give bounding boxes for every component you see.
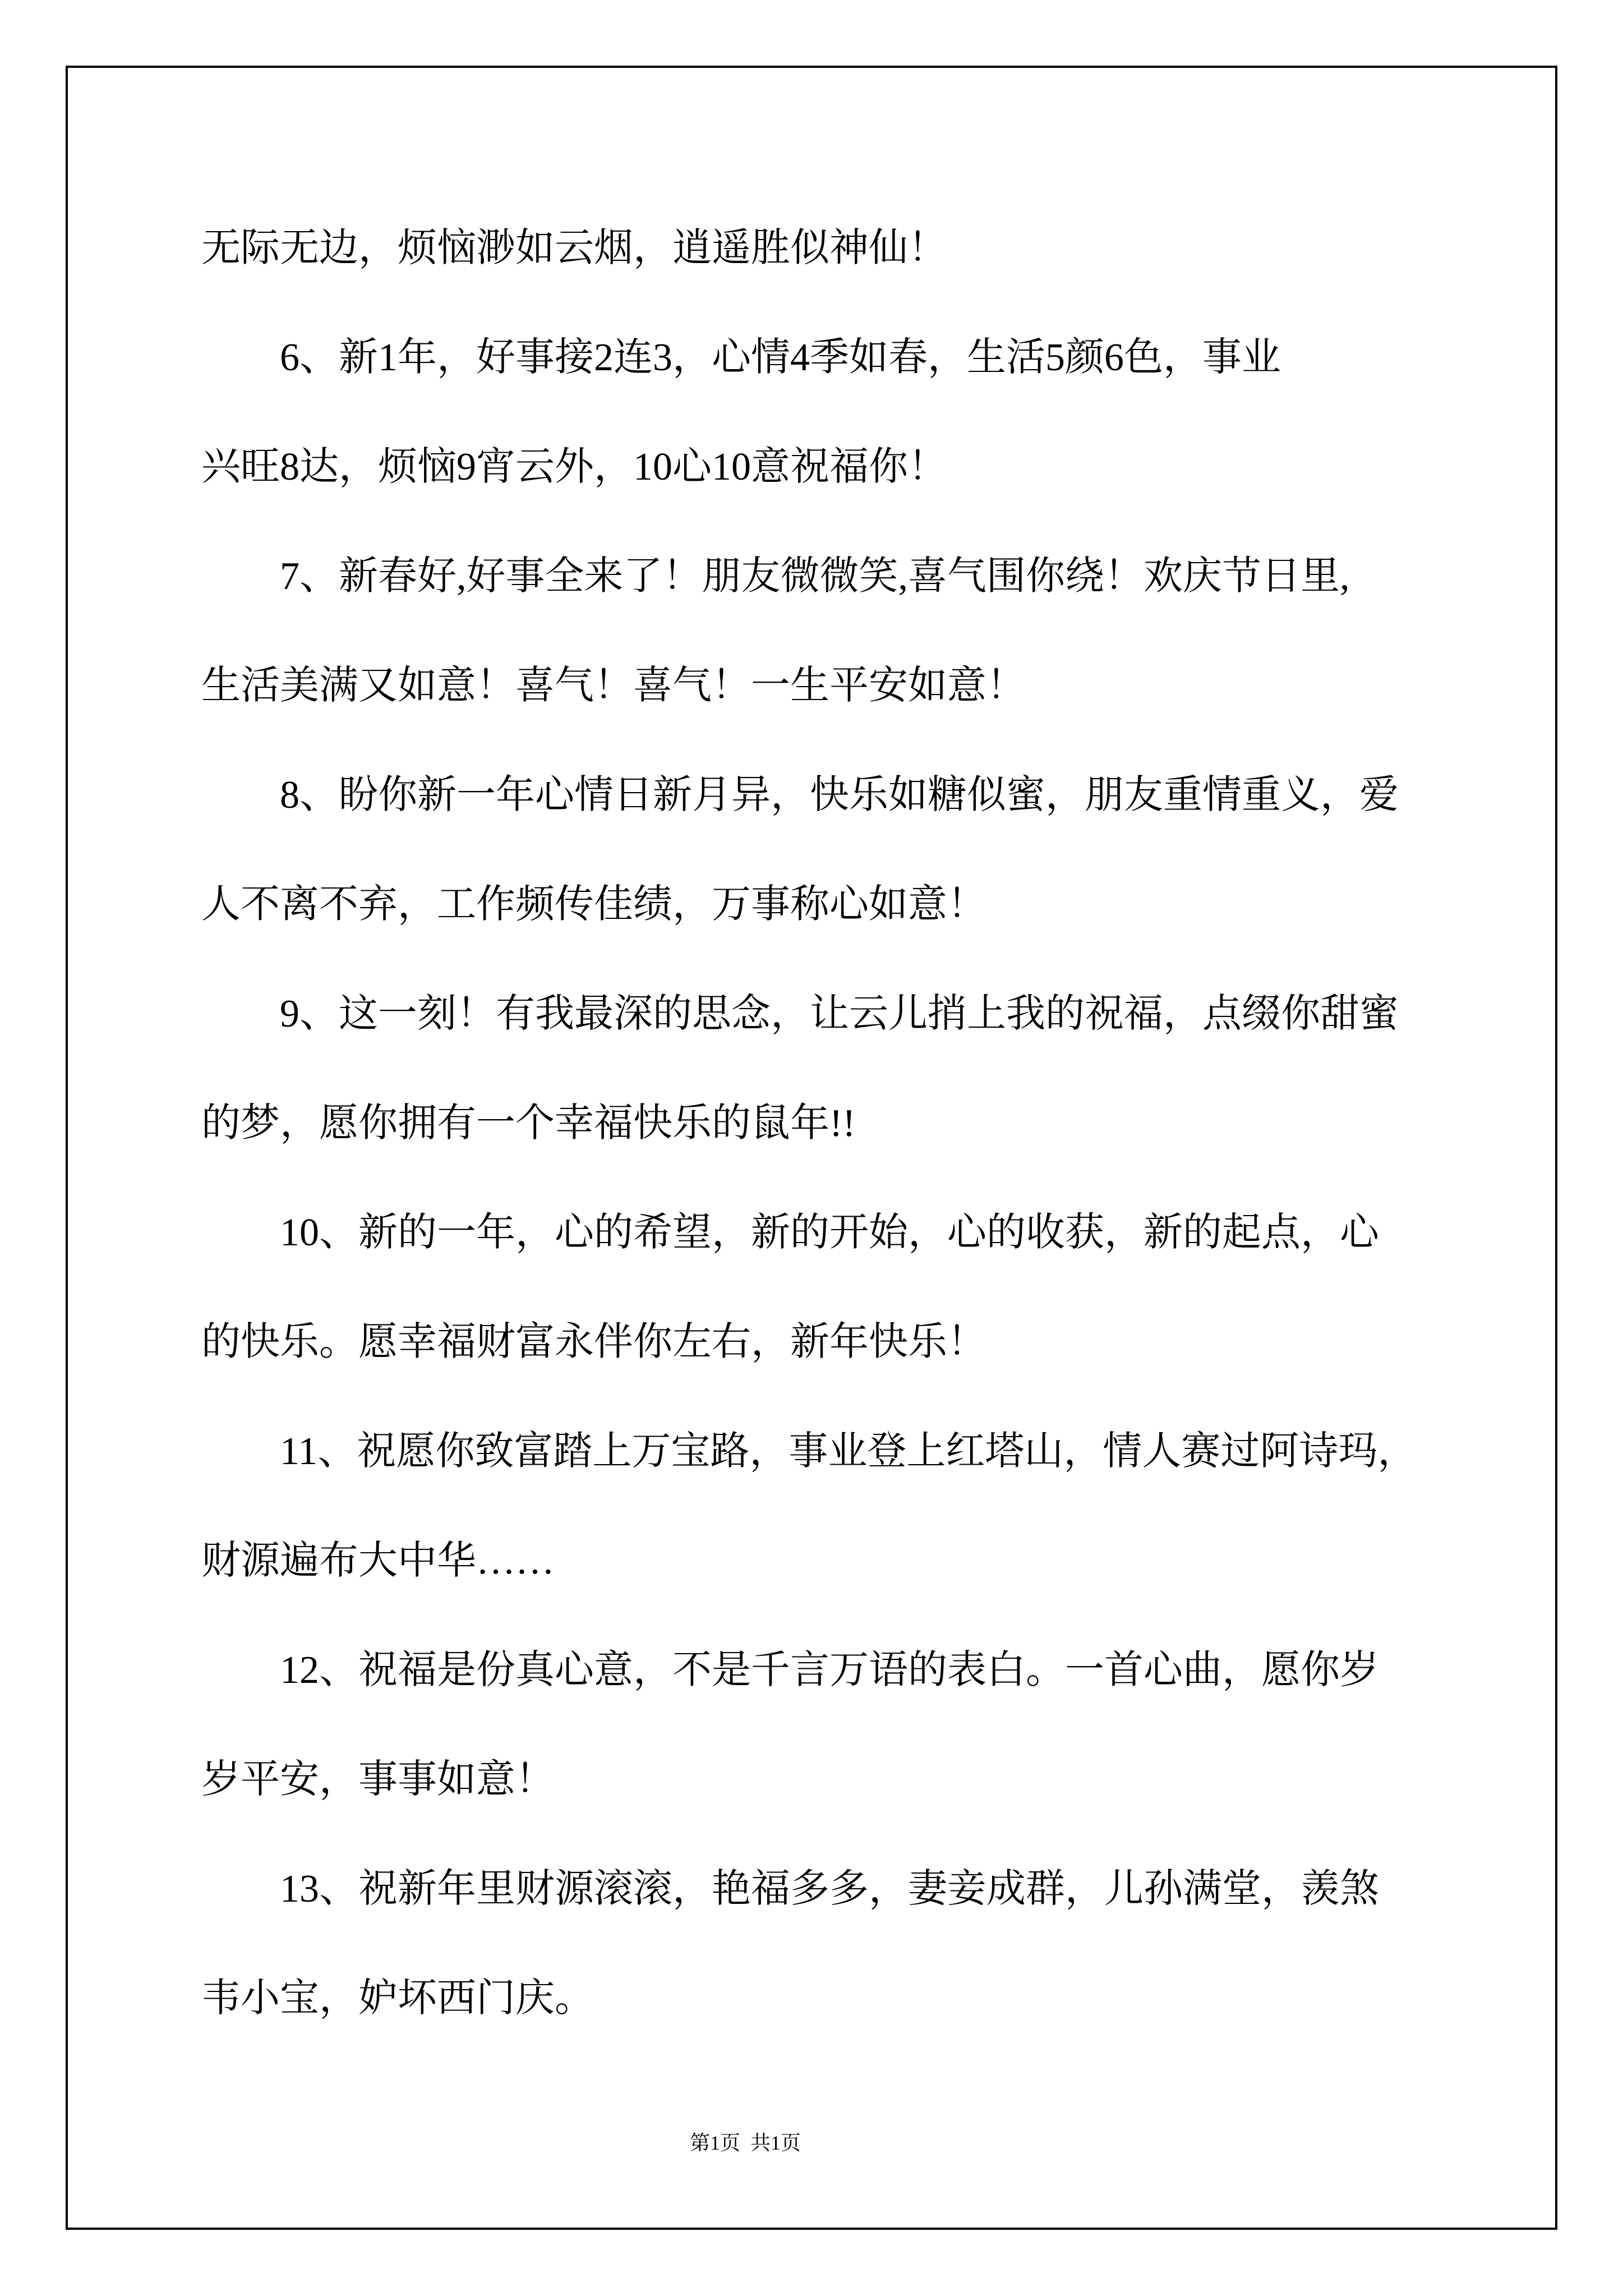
text-line: 6、新1年，好事接2连3，心情4季如春，生活5颜6色，事业 [280, 336, 1281, 379]
text-line: 生活美满又如意！喜气！喜气！一生平安如意！ [201, 664, 1026, 707]
text-line: 的梦，愿你拥有一个幸福快乐的鼠年!! [201, 1102, 856, 1145]
text-line: 13、祝新年里财源滚滚，艳福多多，妻妾成群，儿孙满堂，羡煞 [280, 1867, 1379, 1911]
page-border [66, 66, 1557, 2230]
text-line: 10、新的一年，心的希望，新的开始，心的收获，新的起点，心 [280, 1211, 1379, 1254]
text-line: 岁平安，事事如意！ [201, 1758, 555, 1801]
page-footer: 第1页 共1页 [689, 2132, 801, 2154]
text-line: 9、这一刻！有我最深的思念，让云儿捎上我的祝福，点缀你甜蜜 [280, 992, 1399, 1036]
text-line: 7、新春好,好事全来了！朋友微微笑,喜气围你绕！欢庆节日里, [280, 555, 1350, 598]
text-line: 的快乐。愿幸福财富永伴你左右，新年快乐！ [201, 1320, 986, 1364]
text-line: 8、盼你新一年心情日新月异，快乐如糖似蜜，朋友重情重义，爱 [280, 774, 1399, 817]
text-line: 人不离不弃，工作频传佳绩，万事称心如意！ [201, 883, 986, 926]
text-line: 财源遍布大中华…… [201, 1539, 555, 1582]
text-line: 11、祝愿你致富踏上万宝路，事业登上红塔山，情人赛过阿诗玛， [280, 1430, 1417, 1473]
text-line: 兴旺8达，烦恼9宵云外，10心10意祝福你！ [201, 445, 947, 489]
document-content [68, 68, 1555, 2053]
text-line: 韦小宝，妒坏西门庆。 [201, 1977, 594, 2020]
text-line: 无际无边，烦恼渺如云烟，逍遥胜似神仙！ [201, 227, 947, 270]
text-line: 12、祝福是份真心意，不是千言万语的表白。一首心曲，愿你岁 [280, 1649, 1379, 1692]
